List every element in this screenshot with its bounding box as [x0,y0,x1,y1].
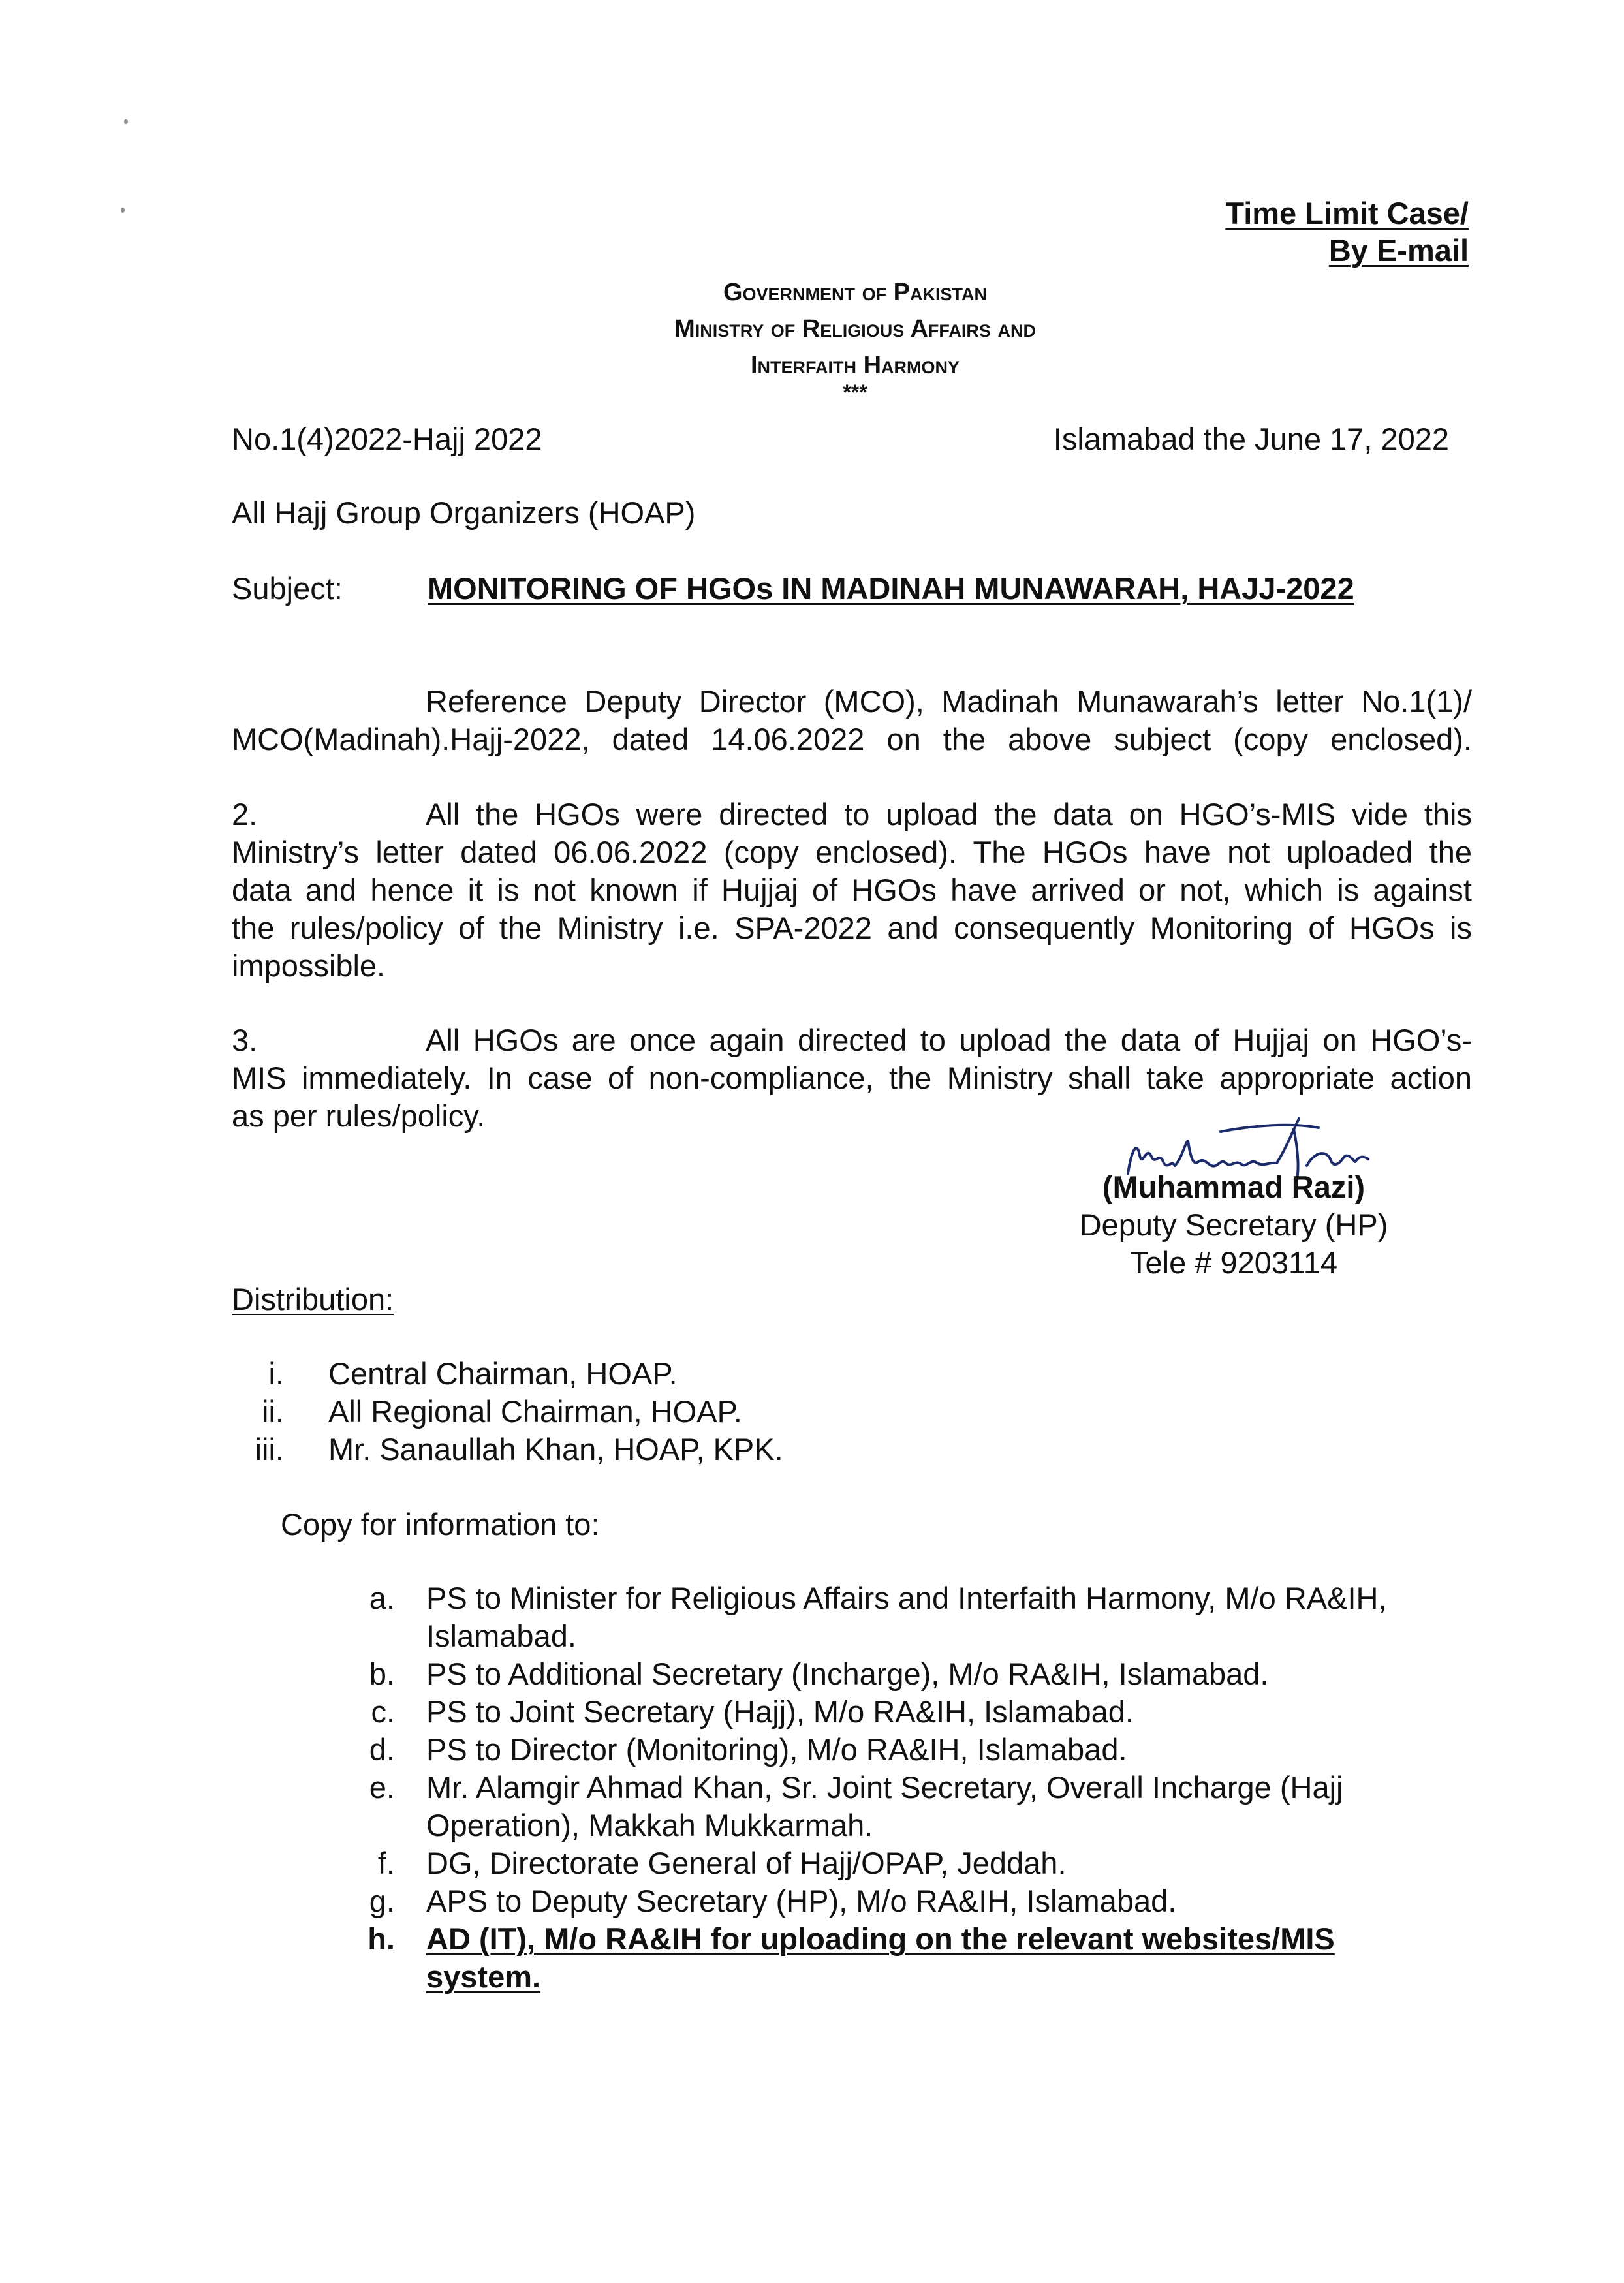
list-item-text: PS to Joint Secretary (Hajj), M/o RA&IH, Islamabad. [426,1694,1134,1729]
paragraph-3-line-3: as per rules/policy. [232,1098,486,1133]
time-limit-case: Time Limit Case/ [1225,196,1469,230]
letterhead-line-3: Interfaith Harmony [750,352,960,379]
paragraph-1-line-1: Reference Deputy Director (MCO), Madinah Munawarah’s letter No.1(1)/ [426,684,1472,719]
list-item-label: i. [268,1356,284,1391]
list-item-text: PS to Director (Monitoring), M/o RA&IH, Islamabad. [426,1732,1127,1767]
distribution-heading: Distribution: [232,1282,394,1316]
signatory-phone: Tele # 9203114 [1130,1245,1337,1280]
list-item-label: ii. [262,1394,284,1429]
paragraph-2-line-5: impossible. [232,948,386,983]
paragraph-3-number: 3. [232,1023,258,1057]
list-item-label: iii. [255,1432,284,1467]
paragraph-3-line-1: All HGOs are once again directed to upload the data of Hujjaj on HGO’s- [426,1023,1472,1057]
list-item-text: All Regional Chairman, HOAP. [328,1394,742,1429]
paragraph-3-line-2: MIS immediately. In case of non-compliance, the Ministry shall take appropriate action [232,1061,1472,1095]
list-item-text: system. [426,1959,541,1994]
list-item-label: a. [369,1581,395,1615]
scan-speck [124,119,128,124]
list-item-text: Islamabad. [426,1619,576,1653]
paragraph-2 [232,796,1472,985]
list-item-text: AD (IT), M/o RA&IH for uploading on the relevant websites/MIS [426,1921,1335,1956]
list-item-label: h. [367,1921,395,1956]
scan-speck [121,208,125,213]
list-item-label: g. [369,1884,395,1918]
letterhead-separator: *** [843,380,867,404]
signatory-block [1064,1168,1403,1282]
place-date: Islamabad the June 17, 2022 [1053,422,1449,456]
letterhead [535,274,1175,404]
addressee: All Hajj Group Organizers (HOAP) [232,495,696,530]
letterhead-line-2: Ministry of Religious Affairs and [674,315,1036,343]
paragraph-1-line-2: MCO(Madinah).Hajj-2022, dated 14.06.2022 on the above subject (copy enclosed). [232,722,1472,756]
reference-number: No.1(4)2022-Hajj 2022 [232,422,542,456]
subject-text: MONITORING OF HGOs IN MADINAH MUNAWARAH, HAJJ-2022 [428,571,1354,606]
list-item-label: d. [369,1732,395,1767]
copy-list [362,1579,1505,1997]
list-item-text: APS to Deputy Secretary (HP), M/o RA&IH, Islamabad. [426,1884,1177,1918]
list-item-label: b. [369,1656,395,1691]
paragraph-2-line-3: data and hence it is not known if Hujjaj of HGOs have arrived or not, which is against [232,873,1472,907]
distribution-list [232,1355,1407,1472]
list-item-text: PS to Additional Secretary (Incharge), M/o RA&IH, Islamabad. [426,1656,1269,1691]
by-email: By E-mail [1328,233,1469,268]
list-item-text: Mr. Sanaullah Khan, HOAP, KPK. [328,1432,783,1467]
paragraph-2-number: 2. [232,797,258,831]
copy-heading: Copy for information to: [281,1507,600,1542]
list-item-label: e. [369,1770,395,1805]
list-item-text: Mr. Alamgir Ahmad Khan, Sr. Joint Secretary, Overall Incharge (Hajj [426,1770,1343,1805]
signatory-designation: Deputy Secretary (HP) [1079,1207,1388,1242]
list-item-text: DG, Directorate General of Hajj/OPAP, Jeddah. [426,1846,1067,1880]
list-item-label: f. [377,1846,395,1880]
paragraph-2-line-4: the rules/policy of the Ministry i.e. SPA-2022 and consequently Monitoring of HGOs is [232,910,1472,945]
paragraph-1 [232,683,1472,758]
list-item-text: Central Chairman, HOAP. [328,1356,678,1391]
list-item-label: c. [371,1694,395,1729]
list-item-text: Operation), Makkah Mukkarmah. [426,1808,873,1842]
paragraph-2-line-2: Ministry’s letter dated 06.06.2022 (copy enclosed). The HGOs have not uploaded the [232,835,1472,869]
paragraph-2-line-1: All the HGOs were directed to upload the data on HGO’s-MIS vide this [426,797,1472,831]
letterhead-line-1: Government of Pakistan [723,279,987,306]
list-item-text: PS to Minister for Religious Affairs and Interfaith Harmony, M/o RA&IH, [426,1581,1387,1615]
signatory-name: (Muhammad Razi) [1102,1170,1366,1204]
subject-label: Subject: [232,571,343,606]
